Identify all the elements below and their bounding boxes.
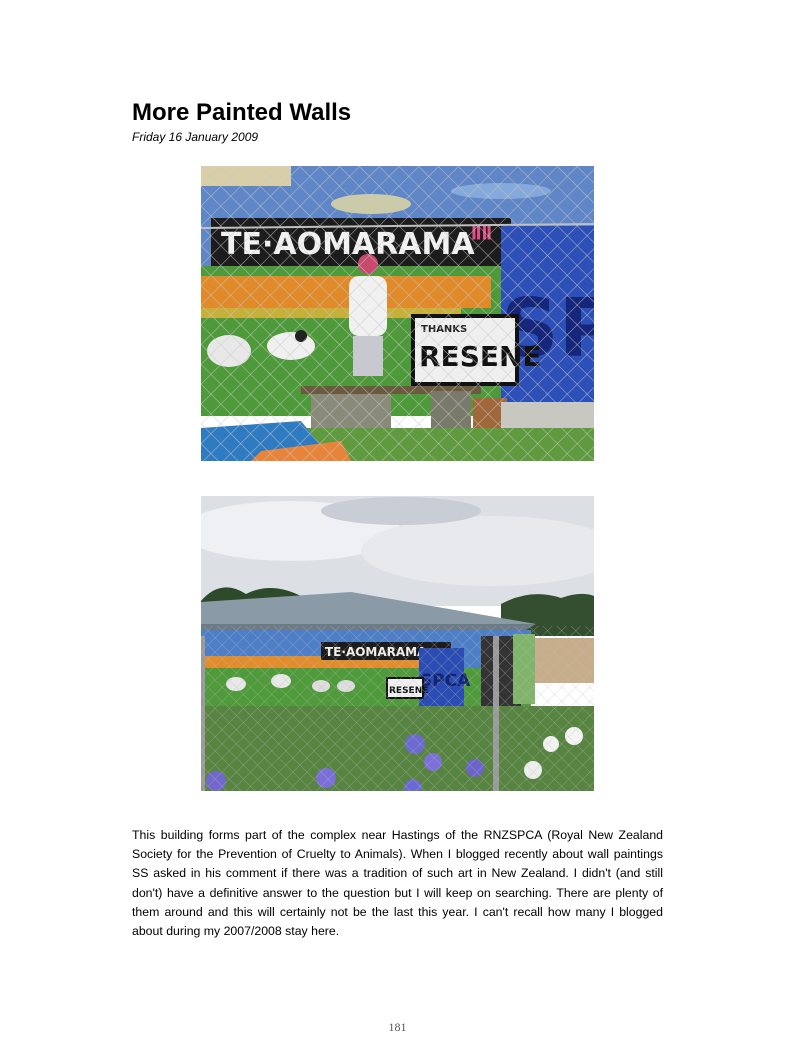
building-wide-photo bbox=[201, 496, 594, 791]
post-body: This building forms part of the complex near Hastings of the RNZSPCA (Royal New Zealand Society for the Prevention of Cruelty to Animals). When I blogged recently about wall paintings SS asked in his comment if there was a tradition of such art in New Zealand. I didn't (and still don't) have a definitive answer to the question but I will keep on searching. There are plenty of them around and this will certainly not be the last this year. I can't recall how many I blogged about during my 2007/2008 stay here. bbox=[132, 828, 663, 939]
mural-closeup-photo bbox=[201, 166, 594, 461]
post-date: Friday 16 January 2009 bbox=[132, 130, 259, 144]
post-title: More Painted Walls bbox=[132, 99, 352, 126]
page-number: 181 bbox=[388, 1020, 407, 1034]
